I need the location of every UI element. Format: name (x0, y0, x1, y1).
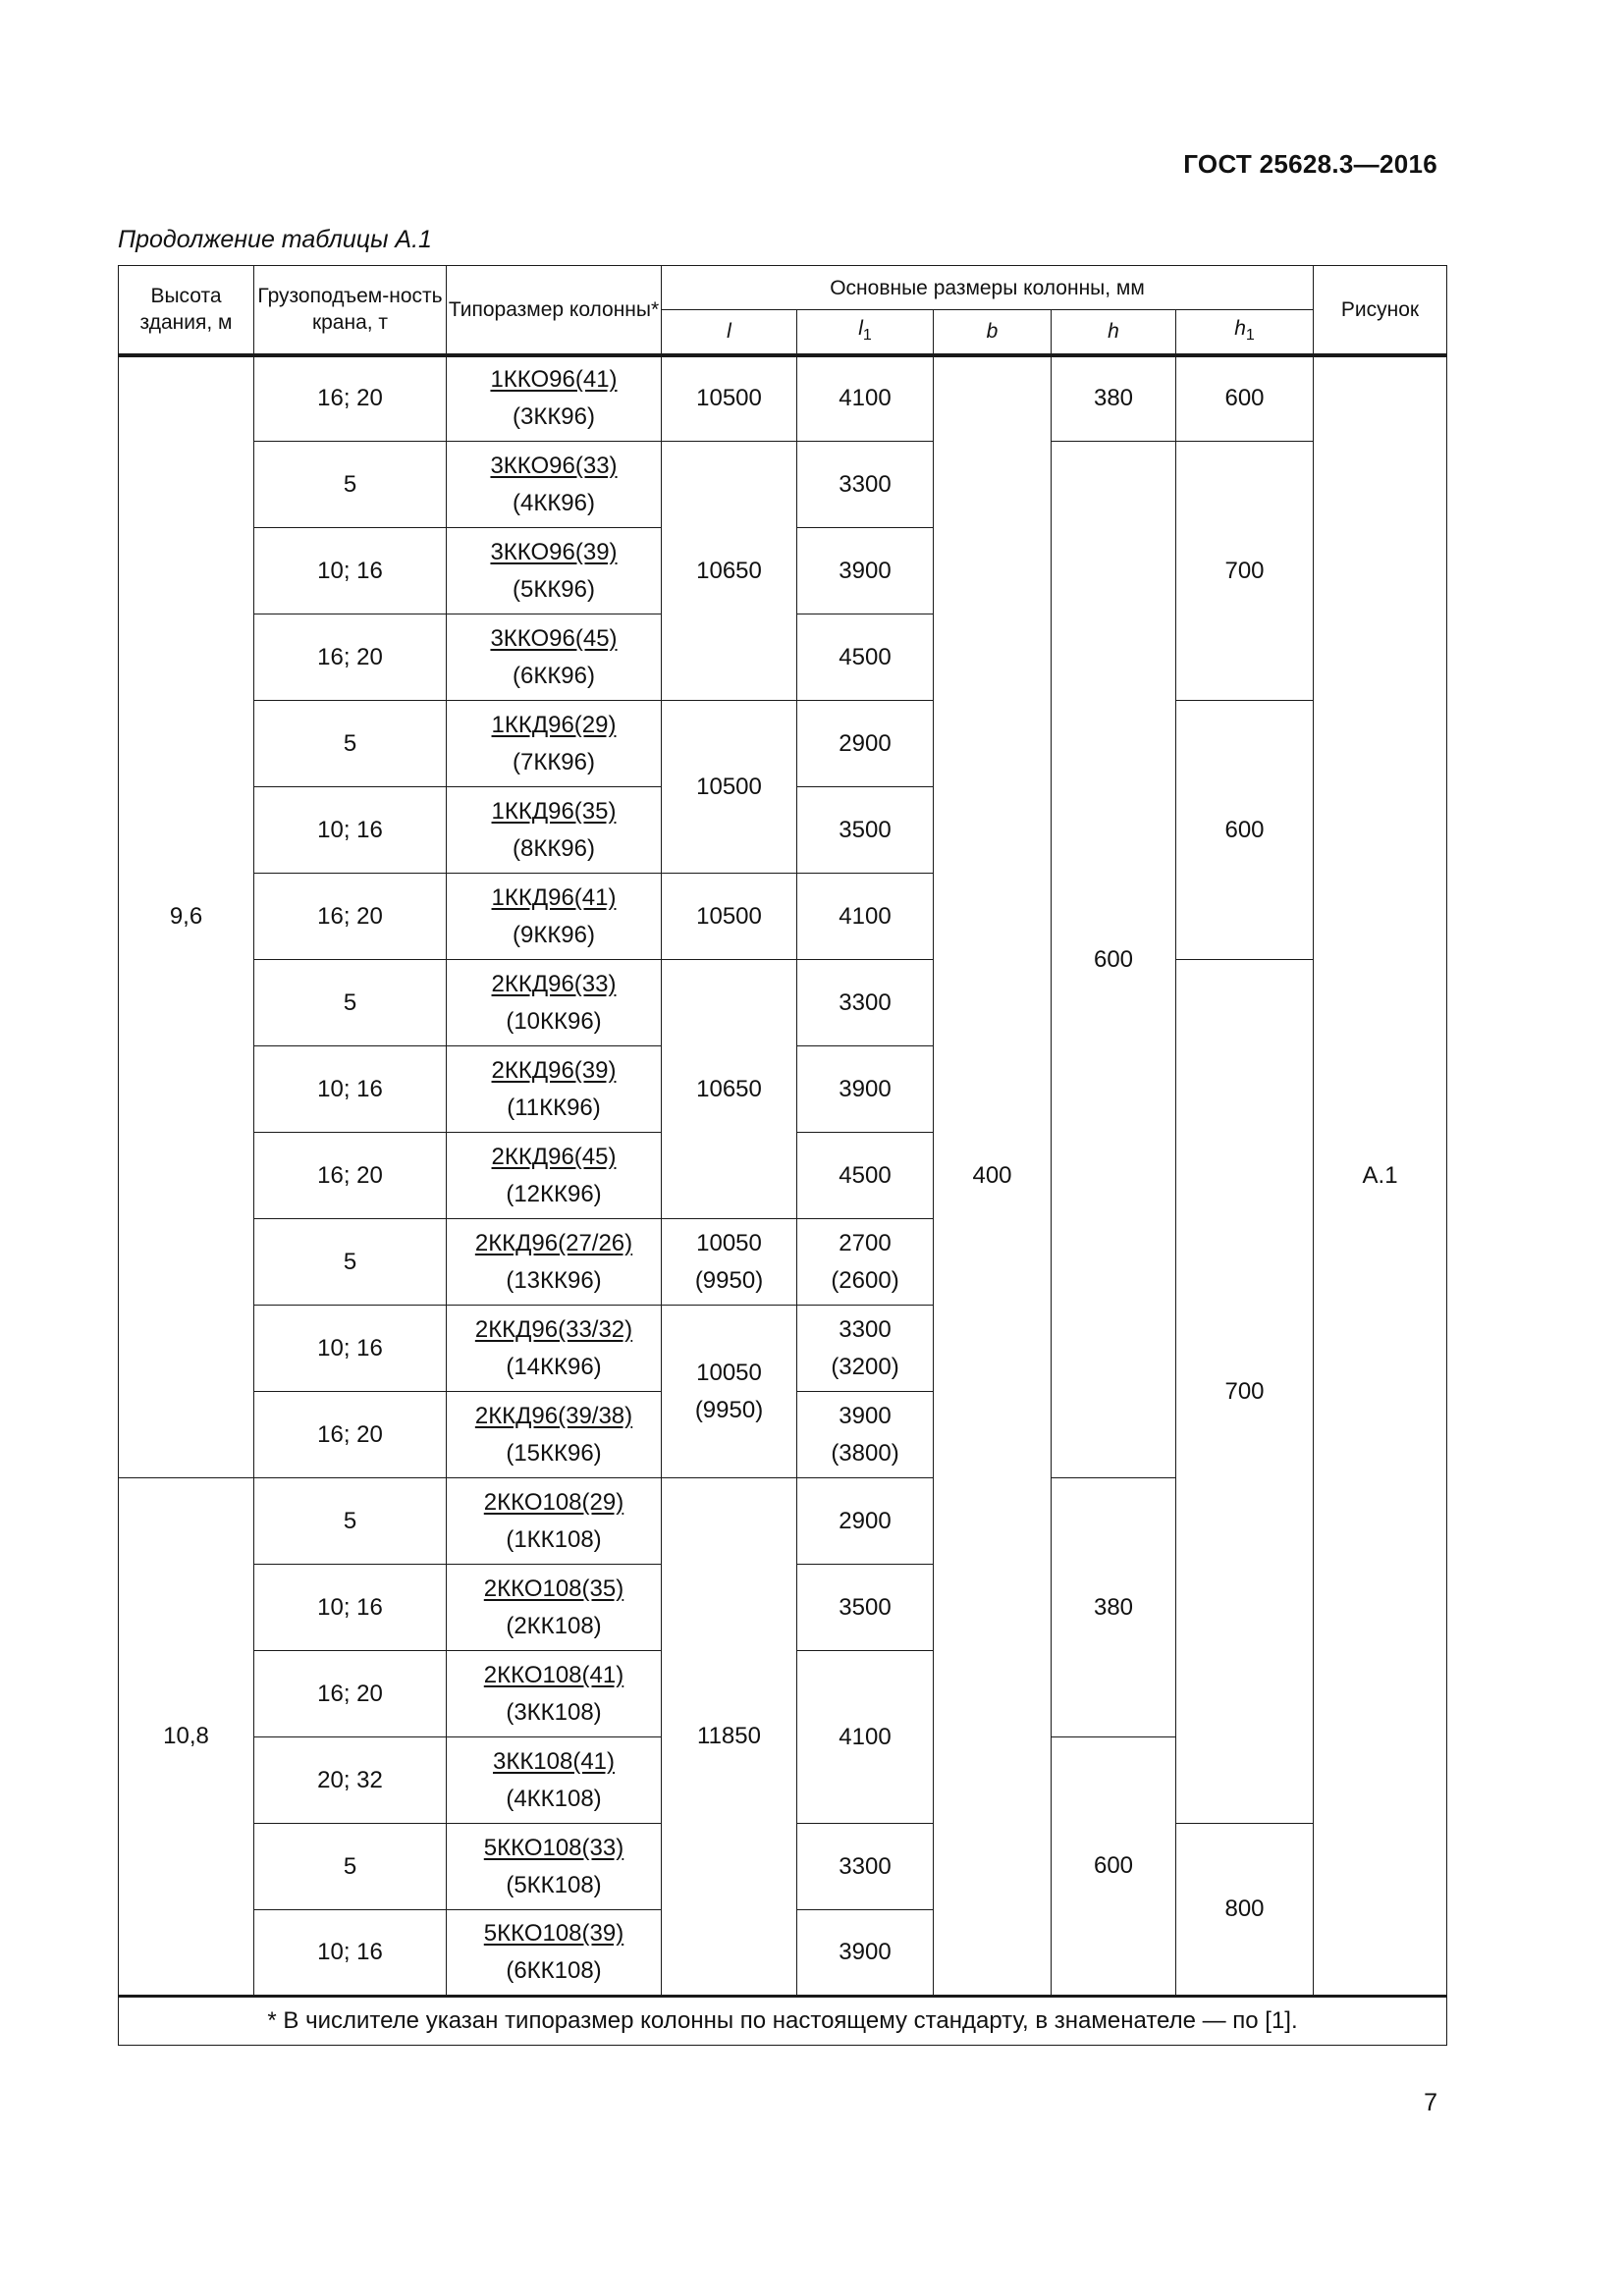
header-figure: Рисунок (1314, 266, 1447, 355)
cell-capacity: 16; 20 (254, 1133, 447, 1219)
header-b: b (934, 310, 1052, 355)
cell-capacity: 10; 16 (254, 787, 447, 874)
cell-h1: 800 (1176, 1824, 1314, 1997)
cell-type: 5ККО108(39) (6КК108) (447, 1910, 662, 1997)
cell-l1: 4100 (797, 1651, 934, 1824)
table-caption: Продолжение таблицы А.1 (118, 226, 432, 253)
cell-l1: 4500 (797, 1133, 934, 1219)
cell-type: 3КК108(41) (4КК108) (447, 1737, 662, 1824)
cell-type: 3ККО96(33) (4КК96) (447, 442, 662, 528)
cell-l: 11850 (662, 1478, 797, 1997)
cell-l1: 3900 (797, 1046, 934, 1133)
cell-h: 380 (1052, 355, 1176, 442)
cell-l: 10500 (662, 874, 797, 960)
header-capacity: Грузоподъем-ность крана, т (254, 266, 447, 355)
cell-l1: 3300 (797, 1824, 934, 1910)
cell-capacity: 5 (254, 1478, 447, 1565)
header-l: l (662, 310, 797, 355)
cell-capacity: 20; 32 (254, 1737, 447, 1824)
cell-capacity: 16; 20 (254, 1651, 447, 1737)
table-row (119, 355, 1447, 442)
cell-l1: 2700 (2600) (797, 1219, 934, 1306)
table-row (119, 701, 1447, 787)
table-row (119, 442, 1447, 528)
cell-capacity: 10; 16 (254, 1910, 447, 1997)
cell-capacity: 16; 20 (254, 614, 447, 701)
cell-l1: 3500 (797, 787, 934, 874)
cell-l: 10050 (9950) (662, 1306, 797, 1478)
cell-l: 10050 (9950) (662, 1219, 797, 1306)
cell-type: 2ККО108(41) (3КК108) (447, 1651, 662, 1737)
cell-l1: 2900 (797, 701, 934, 787)
footnote: * В числителе указан типоразмер колонны по настоящему стандарту, в знаменателе — по [1]. (119, 1997, 1447, 2046)
table-row (119, 960, 1447, 1046)
cell-h: 600 (1052, 442, 1176, 1478)
cell-type: 2ККД96(39) (11КК96) (447, 1046, 662, 1133)
cell-capacity: 5 (254, 1219, 447, 1306)
cell-l1: 3300 (797, 960, 934, 1046)
header-dims: Основные размеры колонны, мм (662, 266, 1314, 310)
cell-type: 3ККО96(45) (6КК96) (447, 614, 662, 701)
cell-capacity: 10; 16 (254, 1046, 447, 1133)
cell-l: 10500 (662, 355, 797, 442)
cell-type: 2ККД96(27/26) (13КК96) (447, 1219, 662, 1306)
cell-type: 2ККО108(35) (2КК108) (447, 1565, 662, 1651)
cell-type: 3ККО96(39) (5КК96) (447, 528, 662, 614)
cell-l: 10500 (662, 701, 797, 874)
cell-l1: 4100 (797, 874, 934, 960)
cell-l1: 3300 (3200) (797, 1306, 934, 1392)
cell-capacity: 10; 16 (254, 1306, 447, 1392)
page-number: 7 (1424, 2089, 1437, 2116)
table-footnote-row (119, 1997, 1447, 2046)
cell-h1: 600 (1176, 355, 1314, 442)
header-h1: $h_1$ (1176, 310, 1314, 355)
cell-height: 10,8 (119, 1478, 254, 1997)
cell-h: 380 (1052, 1478, 1176, 1737)
cell-capacity: 10; 16 (254, 1565, 447, 1651)
cell-capacity: 5 (254, 1824, 447, 1910)
cell-type: 2ККД96(39/38) (15КК96) (447, 1392, 662, 1478)
cell-figure: А.1 (1314, 355, 1447, 1997)
cell-capacity: 16; 20 (254, 355, 447, 442)
cell-l: 10650 (662, 960, 797, 1219)
cell-l1: 4500 (797, 614, 934, 701)
cell-capacity: 16; 20 (254, 874, 447, 960)
cell-l: 10650 (662, 442, 797, 701)
cell-type: 2ККО108(29) (1КК108) (447, 1478, 662, 1565)
header-height: Высота здания, м (119, 266, 254, 355)
cell-l1: 3900 (797, 528, 934, 614)
cell-capacity: 5 (254, 701, 447, 787)
columns-table (118, 265, 1447, 2046)
cell-b: 400 (934, 355, 1052, 1997)
cell-type: 2ККД96(45) (12КК96) (447, 1133, 662, 1219)
cell-l1: 4100 (797, 355, 934, 442)
cell-h1: 700 (1176, 442, 1314, 701)
cell-capacity: 10; 16 (254, 528, 447, 614)
cell-h1: 600 (1176, 701, 1314, 960)
cell-type: 1ККО96(41) (3КК96) (447, 355, 662, 442)
cell-type: 1ККД96(35) (8КК96) (447, 787, 662, 874)
cell-l1: 3300 (797, 442, 934, 528)
cell-h: 600 (1052, 1737, 1176, 1997)
cell-type: 2ККД96(33) (10КК96) (447, 960, 662, 1046)
cell-l1: 3500 (797, 1565, 934, 1651)
cell-type: 1ККД96(41) (9КК96) (447, 874, 662, 960)
header-h: h (1052, 310, 1176, 355)
cell-capacity: 5 (254, 960, 447, 1046)
cell-type: 2ККД96(33/32) (14КК96) (447, 1306, 662, 1392)
cell-l1: 2900 (797, 1478, 934, 1565)
standard-number: ГОСТ 25628.3—2016 (1183, 149, 1437, 179)
cell-l1: 3900 (3800) (797, 1392, 934, 1478)
cell-height: 9,6 (119, 355, 254, 1478)
cell-h1: 700 (1176, 960, 1314, 1824)
header-l1: $l_1$ (797, 310, 934, 355)
cell-capacity: 5 (254, 442, 447, 528)
cell-type: 5ККО108(33) (5КК108) (447, 1824, 662, 1910)
cell-l1: 3900 (797, 1910, 934, 1997)
cell-type: 1ККД96(29) (7КК96) (447, 701, 662, 787)
cell-capacity: 16; 20 (254, 1392, 447, 1478)
header-type: Типоразмер колонны* (447, 266, 662, 355)
